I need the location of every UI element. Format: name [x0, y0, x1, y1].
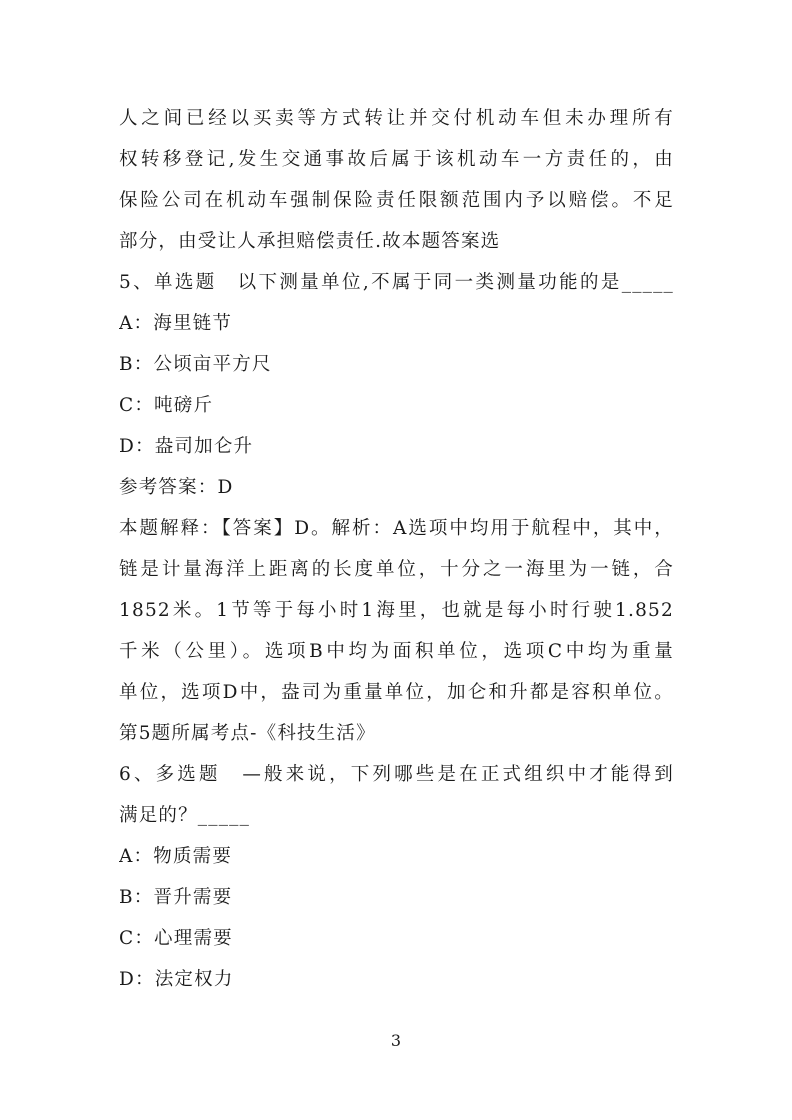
page-number: 3 — [390, 1031, 402, 1050]
question-5-option-d: D：盎司加仑升 — [119, 436, 254, 457]
question-5-option-b: B：公顷亩平方尺 — [119, 354, 272, 375]
question-5-explanation-line: 千米（公里）。选项B中均为面积单位，选项C中均为重量 — [119, 641, 674, 662]
text-line: 人之间已经以买卖等方式转让并交付机动车但未办理所有 — [119, 108, 674, 129]
question-5-option-a: A：海里链节 — [119, 313, 233, 334]
question-6-option-a: A：物质需要 — [119, 846, 233, 867]
question-5-option-c: C：吨磅斤 — [119, 395, 214, 416]
question-6-option-b: B：晋升需要 — [119, 887, 233, 908]
question-5-topic: 第5题所属考点-《科技生活》 — [119, 723, 376, 744]
question-5-reference-answer: 参考答案：D — [119, 477, 234, 498]
question-6-option-c: C：心理需要 — [119, 928, 233, 949]
text-line: 部分，由受让人承担赔偿责任.故本题答案选 — [119, 231, 501, 252]
text-body — [119, 98, 674, 1000]
question-6-option-d: D：法定权力 — [119, 969, 234, 990]
question-6-title: 6、多选题 —般来说，下列哪些是在正式组织中才能得到 — [119, 764, 674, 785]
question-5-title: 5、单选题 以下测量单位,不属于同一类测量功能的是_____ — [119, 272, 674, 293]
text-line: 保险公司在机动车强制保险责任限额范围内予以赔偿。不足 — [119, 190, 674, 211]
question-5-explanation-line: 链是计量海洋上距离的长度单位，十分之一海里为一链，合 — [119, 559, 674, 580]
question-5-explanation-line: 1852米。1节等于每小时1海里，也就是每小时行驶1.852 — [119, 600, 674, 621]
text-line: 权转移登记,发生交通事故后属于该机动车一方责任的，由 — [119, 149, 674, 170]
question-5-explanation-line: 本题解释：【答案】D。解析：A选项中均用于航程中，其中， — [119, 518, 674, 539]
question-6-title-continued: 满足的？_____ — [119, 805, 251, 826]
question-5-explanation-line: 单位，选项D中，盎司为重量单位，加仑和升都是容积单位。 — [119, 682, 674, 703]
